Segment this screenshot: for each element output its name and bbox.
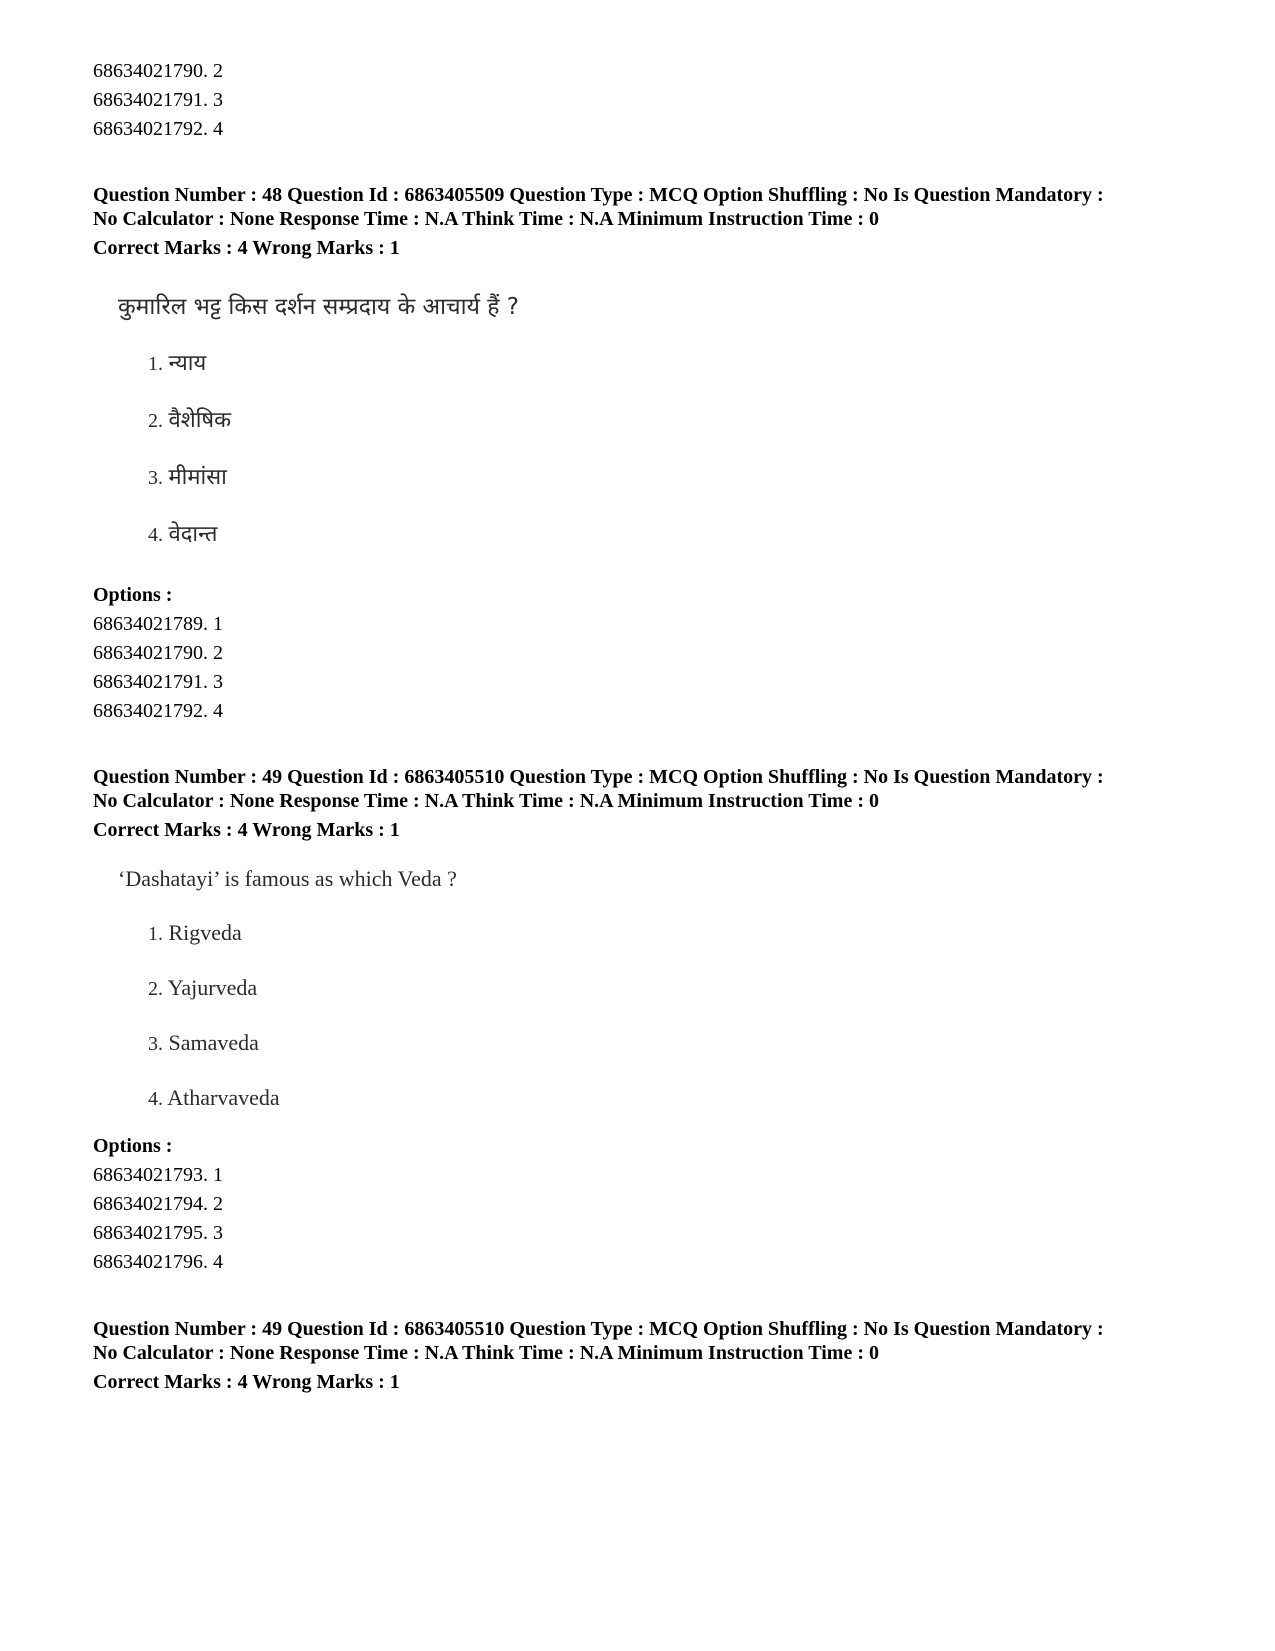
question-header-line1: Question Number : 48 Question Id : 6863405509 Question Type : MCQ Option Shuffling : No Is Question Mandatory : [93,184,1104,206]
choice-text: वेदान्त [168,522,218,547]
choice-text: Yajurveda [167,975,258,1000]
question-marks: Correct Marks : 4 Wrong Marks : 1 [93,237,400,259]
top-options-list [93,57,223,144]
choice-number: 1. [148,353,163,375]
question-marks: Correct Marks : 4 Wrong Marks : 1 [93,1371,400,1393]
choice-item [148,973,457,1004]
question-48-header [93,183,1104,263]
choice-number: 3. [148,467,163,489]
question-header-line2: No Calculator : None Response Time : N.A Think Time : N.A Minimum Instruction Time : 0 [93,790,879,812]
choice-number: 3. [148,1033,163,1055]
choice-text: मीमांसा [168,465,227,490]
choice-item [148,1083,457,1114]
choice-number: 1. [148,923,163,945]
choice-text: वैशेषिक [168,408,232,433]
option-line: 68634021792. 4 [93,118,223,140]
question-49-body [118,864,457,1114]
choice-item [148,462,519,493]
choice-item [148,1028,457,1059]
option-line: 68634021796. 4 [93,1251,223,1273]
question-header-line2: No Calculator : None Response Time : N.A Think Time : N.A Minimum Instruction Time : 0 [93,1342,879,1364]
choice-text: Rigveda [168,920,242,945]
question-text: ‘Dashatayi’ is famous as which Veda ? [118,866,457,891]
option-line: 68634021789. 1 [93,613,223,635]
option-line: 68634021791. 3 [93,671,223,693]
choice-item [148,519,519,550]
choice-text: Atharvaveda [167,1085,280,1110]
option-line: 68634021790. 2 [93,60,223,82]
options-label: Options : [93,584,173,606]
choice-item [148,405,519,436]
question-header-line2: No Calculator : None Response Time : N.A Think Time : N.A Minimum Instruction Time : 0 [93,208,879,230]
choice-text: न्याय [168,351,207,376]
choice-item [148,918,457,949]
option-line: 68634021792. 4 [93,700,223,722]
choice-text: Samaveda [168,1030,259,1055]
option-line: 68634021794. 2 [93,1193,223,1215]
option-line: 68634021795. 3 [93,1222,223,1244]
option-line: 68634021791. 3 [93,89,223,111]
choice-number: 2. [148,978,163,1000]
question-49-repeat-header [93,1317,1104,1397]
question-text: कुमारिल भट्ट किस दर्शन सम्प्रदाय के आचार्य हैं ? [118,294,519,320]
choice-item [148,348,519,379]
option-line: 68634021790. 2 [93,642,223,664]
question-marks: Correct Marks : 4 Wrong Marks : 1 [93,819,400,841]
question-48-options [93,581,223,726]
choice-number: 2. [148,410,163,432]
choice-number: 4. [148,1088,163,1110]
question-48-body [118,292,519,550]
option-line: 68634021793. 1 [93,1164,223,1186]
question-49-options [93,1132,223,1277]
question-header-line1: Question Number : 49 Question Id : 6863405510 Question Type : MCQ Option Shuffling : No Is Question Mandatory : [93,1318,1104,1340]
question-49-header [93,765,1104,845]
choice-number: 4. [148,524,163,546]
question-header-line1: Question Number : 49 Question Id : 6863405510 Question Type : MCQ Option Shuffling : No Is Question Mandatory : [93,766,1104,788]
options-label: Options : [93,1135,173,1157]
